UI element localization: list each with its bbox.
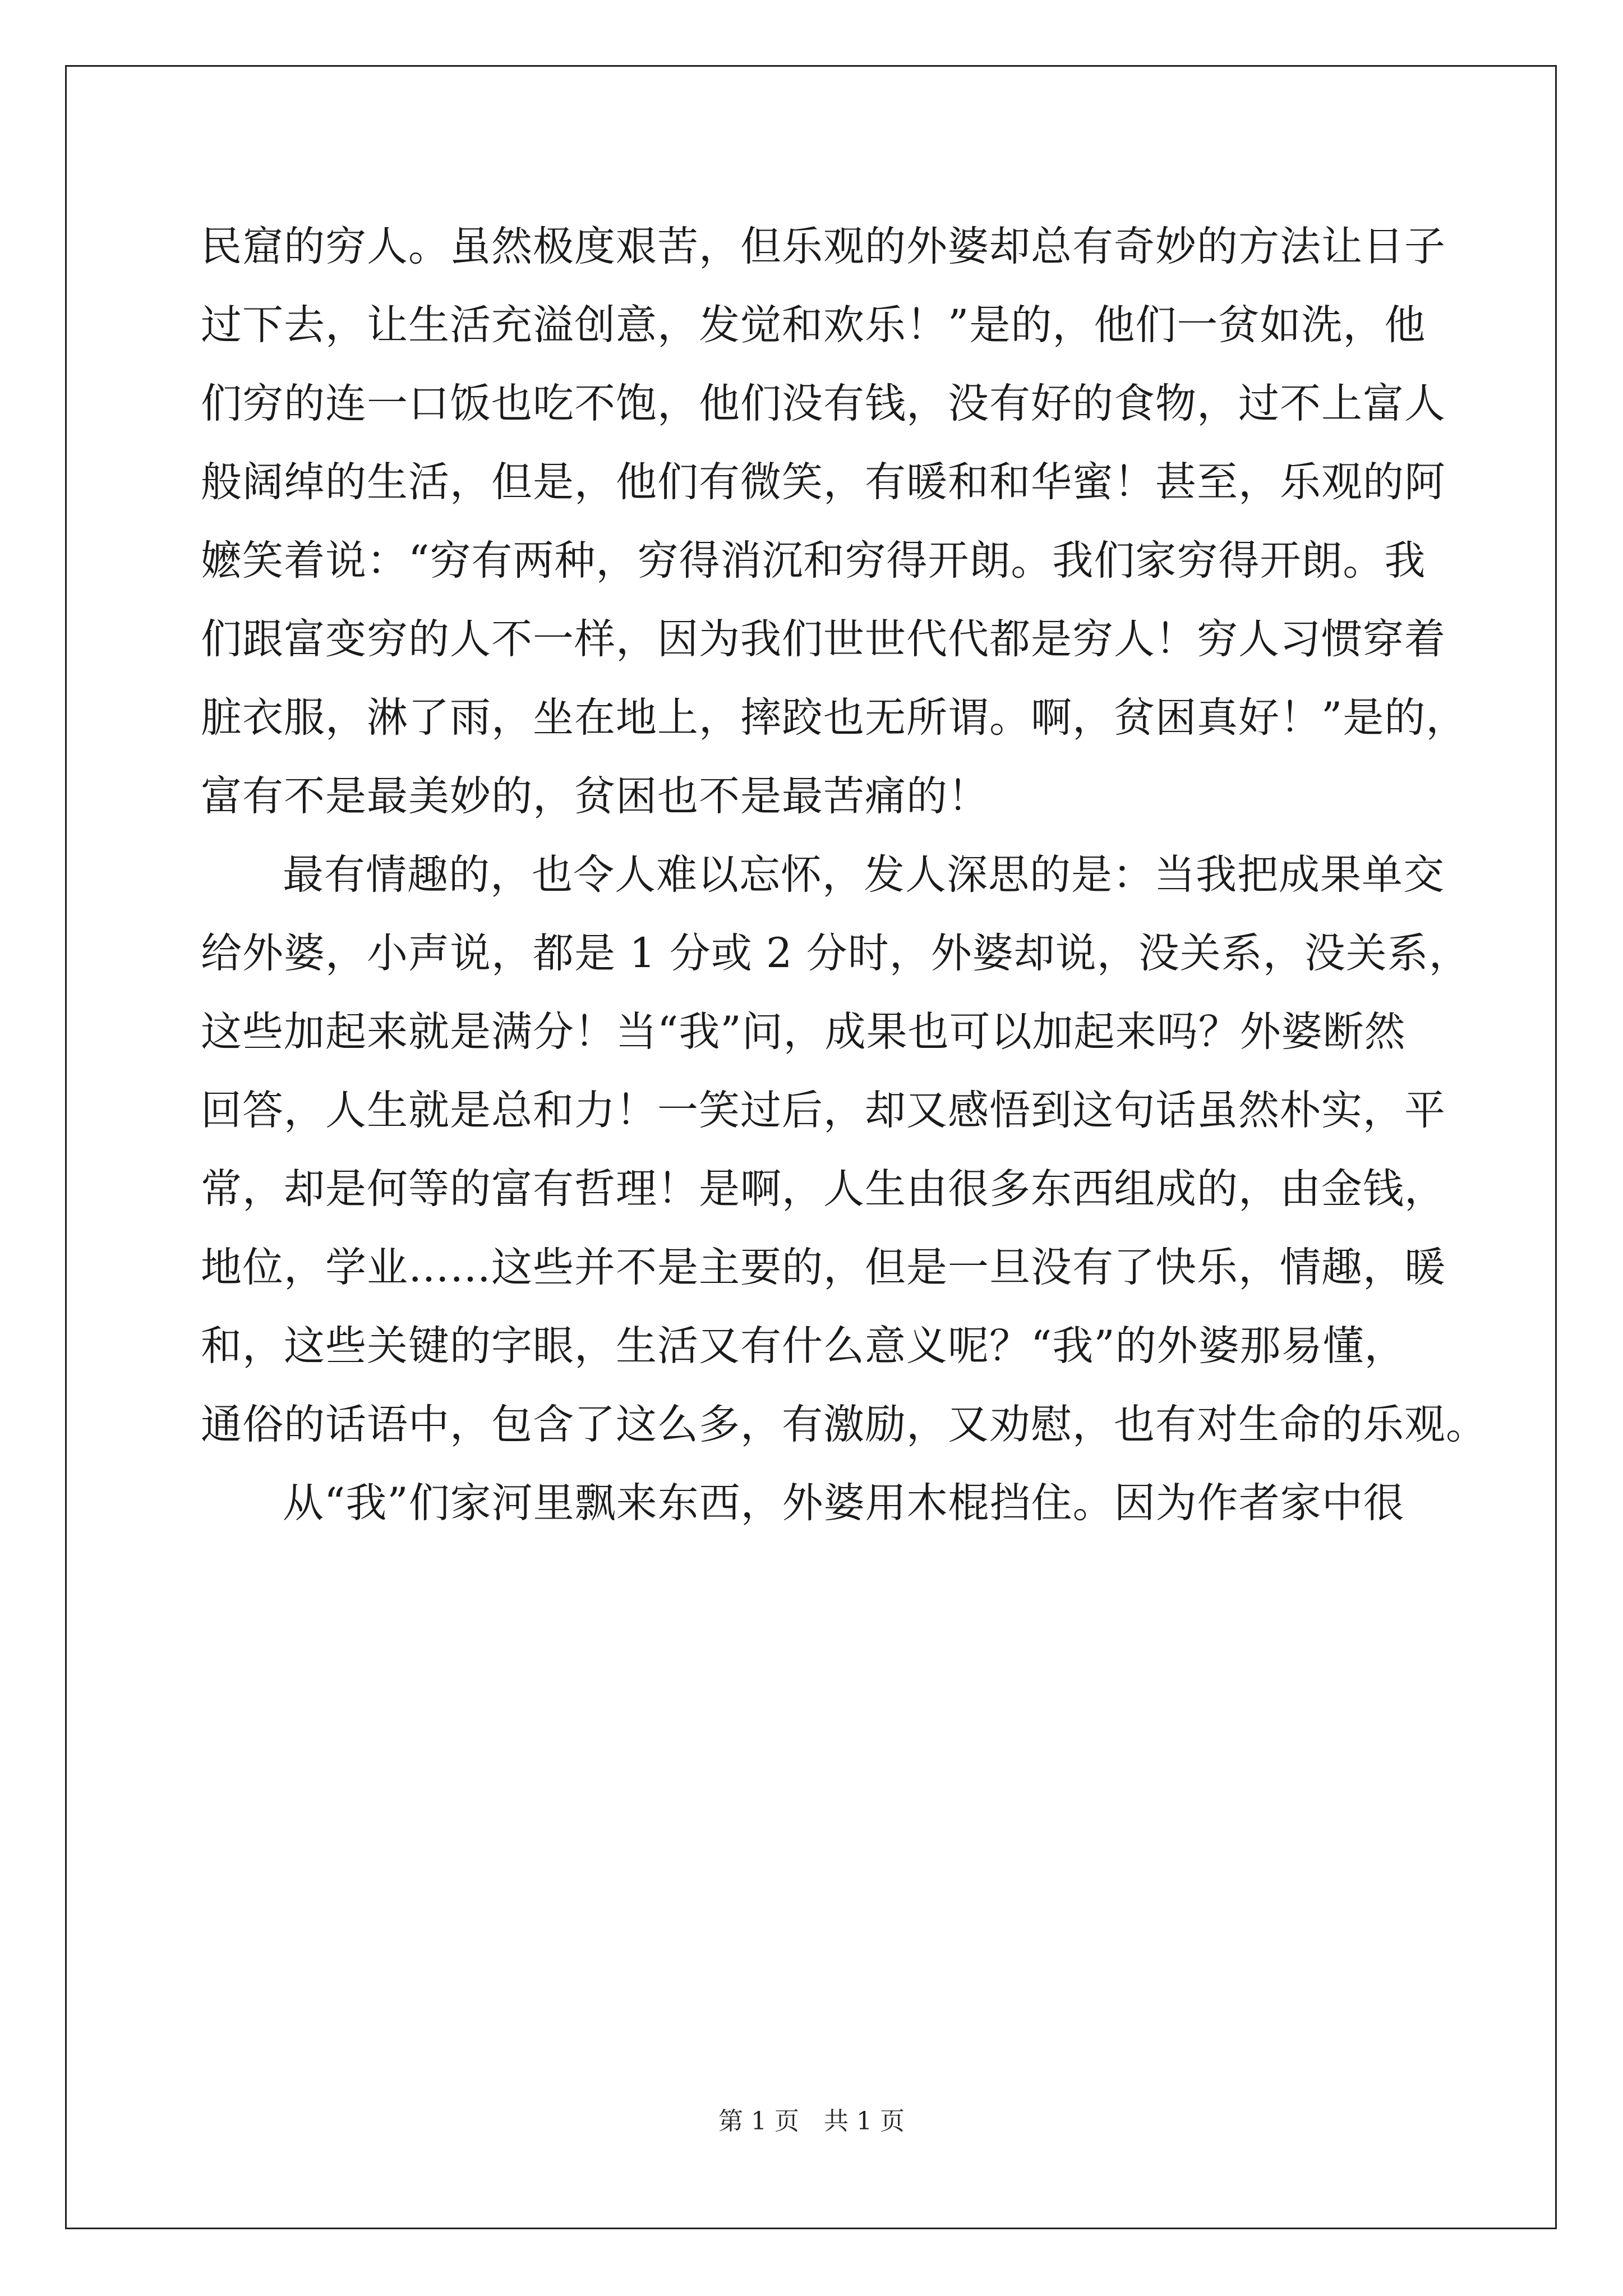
page-footer <box>0 2101 1623 2137</box>
page-number-label: 第 1 页 共 1 页 <box>718 2107 905 2136</box>
text-line: 和，这些关键的字眼，生活又有什么意义呢？“我”的外婆那易懂， <box>201 1322 1406 1370</box>
text-line: 从“我”们家河里飘来东西，外婆用木棍挡住。因为作者家中很 <box>283 1479 1405 1527</box>
text-line: 们跟富变穷的人不一样，因为我们世世代代都是穷人！穷人习惯穿着 <box>201 615 1446 663</box>
text-line: 这些加起来就是满分！当“我”问，成果也可以加起来吗？外婆断然 <box>201 1008 1406 1056</box>
text-line: 嬷笑着说：“穷有两种，穷得消沉和穷得开朗。我们家穷得开朗。我 <box>201 537 1426 585</box>
text-line: 过下去，让生活充溢创意，发觉和欢乐！”是的，他们一贫如洗，他 <box>201 301 1426 349</box>
text-line: 常，却是何等的富有哲理！是啊，人生由很多东西组成的，由金钱， <box>201 1165 1446 1213</box>
text-line: 般阔绰的生活，但是，他们有微笑，有暖和和华蜜！甚至，乐观的阿 <box>201 458 1446 506</box>
text-line: 通俗的话语中，包含了这么多，有激励，又劝慰，也有对生命的乐观。 <box>201 1401 1487 1448</box>
text-line: 脏衣服，淋了雨，坐在地上，摔跤也无所谓。啊，贫困真好！”是的， <box>201 694 1468 742</box>
text-line: 地位，学业……这些并不是主要的，但是一旦没有了快乐，情趣，暖 <box>201 1244 1446 1291</box>
document-body <box>201 208 1487 1543</box>
text-line: 民窟的穷人。虽然极度艰苦，但乐观的外婆却总有奇妙的方法让日子 <box>201 223 1446 270</box>
text-line: 们穷的连一口饭也吃不饱，他们没有钱，没有好的食物，过不上富人 <box>201 380 1446 427</box>
text-line: 富有不是最美妙的，贫困也不是最苦痛的！ <box>201 772 989 820</box>
text-line: 回答，人生就是总和力！一笑过后，却又感悟到这句话虽然朴实，平 <box>201 1087 1446 1134</box>
text-line: 最有情趣的，也令人难以忘怀，发人深思的是：当我把成果单交 <box>283 851 1445 899</box>
text-line: 给外婆，小声说，都是 1 分或 2 分时，外婆却说，没关系，没关系， <box>201 930 1470 977</box>
